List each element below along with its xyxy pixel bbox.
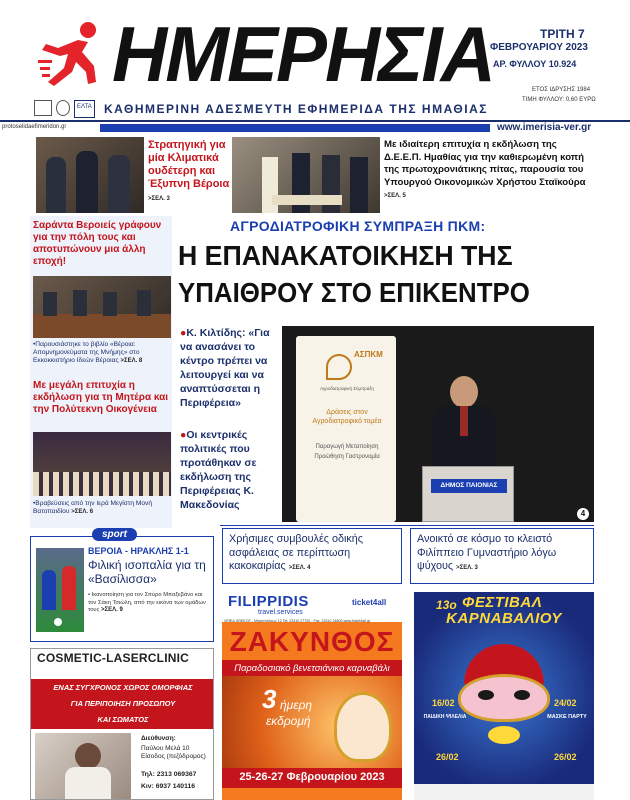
founded-year: ΕΤΟΣ ΙΔΡΥΣΗΣ 1984 [532, 87, 591, 93]
mid-center-box[interactable] [222, 528, 402, 584]
mid-right-box[interactable] [410, 528, 594, 584]
main-bullet-2 [180, 428, 278, 512]
masthead-subtitle: ΚΑΘΗΜΕΡΙΝΗ ΑΔΕΣΜΕΥΤΗ ΕΦΗΜΕΡΙΔΑ ΤΗΣ ΗΜΑΘΙΑΣ [104, 102, 488, 116]
podium-label: ΔΗΜΟΣ ΠΑΙΟΝΙΑΣ [431, 479, 507, 493]
ad-travel-brand: FILIPPIDIS [228, 593, 309, 610]
banner-title: ΑΣΠΚΜ [354, 350, 383, 359]
ad-travel-dates: 25-26-27 Φεβρουαρίου 2023 [239, 771, 385, 783]
asp-banner [296, 336, 396, 522]
masthead-title: ΗΜΕΡΗΣΙΑ [112, 10, 494, 98]
blue-strip [100, 124, 490, 132]
eagle-logo-icon [56, 100, 70, 116]
banner-text: Δράσεις στον Αγροδιατροφικό τομέα [312, 409, 382, 425]
left-url[interactable]: protoselidaefimeridon.gr [2, 124, 67, 130]
main-headline-2[interactable]: ΥΠΑΙΘΡΟΥ ΣΤΟ ΕΠΙΚΕΝΤΡΟ [178, 277, 530, 308]
left-story-1[interactable]: Σαράντα Βεροιείς γράφουν για την πόλη τους και αποτυπώνουν μια άλλη εποχή! [33, 220, 162, 267]
ad-travel-address: VERIA GREECE - Μητροπόλεως 12 Tel: 23310 27720 - Fax: 23310 24805 www.ticket4all.gr [224, 619, 371, 623]
top-left-text: Στρατηγική για μία Κλιματικά ουδέτερη και Έξυπνη Βέροια [148, 139, 230, 190]
ad-cosmetic-line2: ΓΙΑ ΠΕΡΙΠΟΙΗΣΗ ΠΡΟΣΩΠΟΥ [70, 699, 176, 708]
top-right-ref: >ΣΕΛ. 5 [384, 193, 406, 200]
issue-number: ΑΡ. ΦΥΛΛΟΥ 10.924 [493, 59, 577, 69]
festival-edition: 13ο [436, 598, 457, 612]
top-right-story[interactable] [384, 139, 594, 203]
ad-travel-tagline: Παραδοσιακό βενετσιάνικο καρναβάλι [234, 662, 390, 673]
podium [422, 466, 514, 522]
mid-row-divider [220, 525, 594, 526]
main-headline-1[interactable]: Η ΕΠΑΝΑΚΑΤΟΙΚΗΣΗ ΤΗΣ [178, 240, 513, 271]
mid-center-ref: >ΣΕΛ. 4 [288, 565, 311, 571]
ad-festival[interactable] [414, 592, 594, 800]
issue-month: ΦΕΒΡΟΥΑΡΙΟΥ 2023 [490, 42, 588, 53]
festival-date-3: 26/02 [436, 752, 459, 762]
ad-travel-destination: ΖΑΚΥΝΘΟΣ [229, 626, 395, 657]
ad-cosmetic-mob[interactable]: Κιν: 6937 140116 [141, 783, 196, 790]
sport-photo [36, 548, 84, 632]
mid-right-text: Ανοικτό σε κόσμο το κλειστό Φιλίππειο Γυμναστήριο λόγω ψύχους [417, 533, 557, 572]
mini-logos [34, 100, 100, 118]
ad-travel-brand-sub: travel.services [258, 609, 303, 616]
ad-cosmetic-title: COSMETIC-LASERCLINIC [37, 651, 189, 665]
left-story-2[interactable]: Με μεγάλη επιτυχία η εκδήλωση για τη Μητέρα και την Πολύτεκνη Οικογένεια [33, 380, 169, 415]
ad-travel-days-label: ήμερη [280, 698, 313, 712]
ad-travel[interactable] [222, 592, 402, 800]
festival-footer [414, 784, 594, 800]
ad-cosmetic-tel[interactable]: Τηλ: 2313 069367 [141, 771, 197, 778]
ad-cosmetic-address-label: Διεύθυνση: [141, 735, 176, 742]
bullet-icon: ● [180, 429, 187, 441]
main-bullet-1 [180, 326, 278, 410]
ad-cosmetic-line3: ΚΑΙ ΣΩΜΑΤΟΣ [97, 715, 149, 724]
left-caption-1 [33, 341, 171, 365]
festival-date-1: 16/02 [432, 698, 455, 708]
left-caption-1-ref: >ΣΕΛ. 8 [120, 358, 143, 364]
main-kicker: ΑΓΡΟΔΙΑΤΡΟΦΙΚΗ ΣΥΜΠΡΑΞΗ ΠΚΜ: [230, 218, 486, 234]
left-caption-2-text: •Βραβεύσεις από την Ιερά Μεγίστη Μονή Βατοπαιδίου [33, 500, 153, 515]
ad-travel-ticket: ticket4all [352, 598, 387, 607]
left-caption-2-ref: >ΣΕΛ. 6 [71, 509, 94, 515]
sport-label: sport [92, 528, 137, 541]
ad-cosmetic-photo [35, 733, 131, 800]
ad-travel-mask-icon [334, 692, 392, 762]
mid-right-ref: >ΣΕΛ. 3 [456, 565, 478, 571]
festival-event-1: ΠΑΙΔΙΚΗ ΨΙΛΕΛΙΑ [423, 714, 467, 720]
festival-date-2: 24/02 [554, 698, 577, 708]
festival-mask-icon [458, 644, 550, 744]
mid-center-text: Χρήσιμες συμβουλές οδικής ασφάλειας σε περίπτωση κακοκαιρίας [229, 533, 363, 572]
issue-price: ΤΙΜΗ ΦΥΛΛΟΥ: 0,60 ΕΥΡΩ [522, 97, 596, 103]
top-left-photo [36, 137, 144, 213]
sport-caption [88, 592, 212, 615]
left-caption-1-text: •Παρουσιάστηκε το βιβλίο «Βέροια: Απομνημονεύματα της Μνήμης» στο Εκκοκκιστήριο Ιδεών Βέροιας [33, 341, 140, 364]
festival-title-1: ΦΕΣΤΙΒΑΛ [462, 594, 543, 611]
festival-date-4: 26/02 [554, 752, 577, 762]
top-right-text: Με ιδιαίτερη επιτυχία η εκδήλωση της Δ.Ε.Ε.Π. Ημαθίας για την καθιερωμένη κοπή της πρωτοχρονιάτικης πίτας, παρουσία του Υπουργού Οικονομικών Χρήστου Σταϊκούρα [384, 139, 586, 188]
mini-logo-icon [34, 100, 52, 116]
left-photo-2 [33, 432, 171, 496]
left-photo-1 [33, 276, 171, 338]
ad-cosmetic[interactable] [30, 648, 214, 800]
masthead [0, 0, 630, 133]
left-caption-2 [33, 500, 171, 516]
issue-day: ΤΡΙΤΗ 7 [540, 27, 585, 41]
sport-headline[interactable]: Φιλική ισοπαλία για τη «Βασίλισσα» [88, 558, 206, 586]
ad-travel-days: 3 [262, 684, 277, 714]
website-link[interactable]: www.imerisia-ver.gr [497, 122, 592, 133]
top-left-ref: >ΣΕΛ. 3 [148, 196, 170, 202]
elta-badge: ΕΛΤΑ [74, 100, 95, 118]
top-right-photo [232, 137, 380, 213]
ad-cosmetic-line1: ΕΝΑΣ ΣΥΓΧΡΟΝΟΣ ΧΩΡΟΣ ΟΜΟΡΦΙΑΣ [53, 683, 193, 692]
runner-logo-icon [38, 20, 108, 86]
top-left-story[interactable] [148, 139, 230, 206]
festival-title-2: ΚΑΡΝΑΒΑΛΙΟΥ [446, 610, 562, 627]
sport-score: ΒΕΡΟΙΑ - ΗΡΑΚΛΗΣ 1-1 [88, 546, 189, 556]
page-badge: 4 [577, 508, 589, 520]
festival-event-2: ΜΑΣΚΕ ΠΑΡΤΥ [547, 714, 587, 720]
leaf-logo-icon [326, 354, 352, 380]
main-bullet-2-text: Οι κεντρικές πολιτικές που προτάθηκαν σε εκδήλωση της Περιφέρειας Κ. Μακεδονίας [180, 429, 257, 511]
banner-sub: Αγροδιατροφική Σύμπραξη [320, 386, 374, 391]
main-bullet-1-text: Κ. Κιλτίδης: «Για να ανασάνει το κέντρο πρέπει να λειτουργεί και να αναπτύσσεται η Περιφέρεια» [180, 327, 270, 409]
main-photo [282, 326, 594, 522]
sport-caption-text: • Ικανοποίηση για τον Σπύρο Μπαξεβάνο και τον Σάκη Τσιώλη, από την εικόνα των ομάδων τους [88, 592, 206, 613]
banner-list: Παραγωγή Μεταποίηση Προώθηση Γαστρονομία [314, 444, 380, 460]
ad-travel-days-label2: εκδρομή [266, 714, 311, 728]
sport-ref: >ΣΕΛ. 9 [101, 607, 123, 613]
bullet-icon: ● [180, 327, 187, 339]
ad-cosmetic-address: Παύλου Μελά 10 Είσοδος (πεζόδρομος) [141, 745, 206, 760]
